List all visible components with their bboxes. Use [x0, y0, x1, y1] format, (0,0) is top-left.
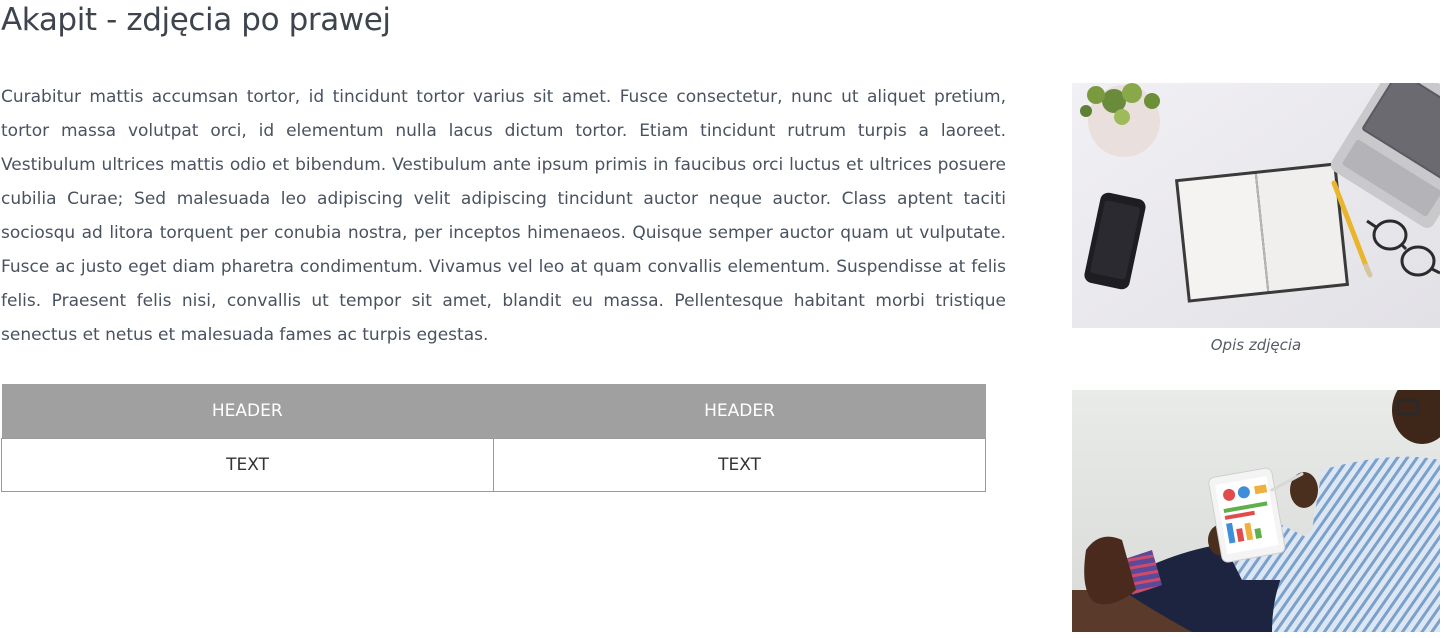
content-table [1, 384, 986, 492]
body-paragraph: Curabitur mattis accumsan tortor, id tincidunt tortor varius sit amet. Fusce consectetur, nunc ut aliquet pretium, tortor massa volutpat orci, id elementum nulla lacus dictum tortor. Etiam tincidunt rutrum turpis a laoreet. Vestibulum ultrices mattis odio et bibendum. Vestibulum ante ipsum primis in faucibus orci luctus et ultrices posuere cubilia Curae; Sed malesuada leo adipiscing velit adipiscing tincidunt auctor neque auctor. Class aptent taciti sociosqu ad litora torquent per conubia nostra, per inceptos himenaeos. Quisque semper auctor quam ut vulputate. Fusce ac justo eget diam pharetra condimentum. Vivamus vel leo at quam convallis elementum. Suspendisse at felis felis. Praesent felis nisi, convallis ut tempor sit amet, blandit eu massa. Pellentesque habitant morbi tristique senectus et netus et malesuada fames ac turpis egestas. [1, 87, 1006, 345]
figure-desk [1072, 83, 1440, 354]
table-row [2, 438, 986, 491]
man-with-tablet-charts-photo [1072, 390, 1440, 632]
table-cell: TEXT [2, 438, 494, 491]
table-header-row [2, 384, 986, 438]
page-title: Akapit - zdjęcia po prawej [1, 2, 391, 38]
table-header-cell: HEADER [494, 384, 986, 438]
desk-notebook-laptop-photo [1072, 83, 1440, 328]
table-cell: TEXT [494, 438, 986, 491]
table-header-cell: HEADER [2, 384, 494, 438]
figure-tablet [1072, 390, 1440, 632]
figure-caption: Opis zdjęcia [1210, 336, 1302, 354]
